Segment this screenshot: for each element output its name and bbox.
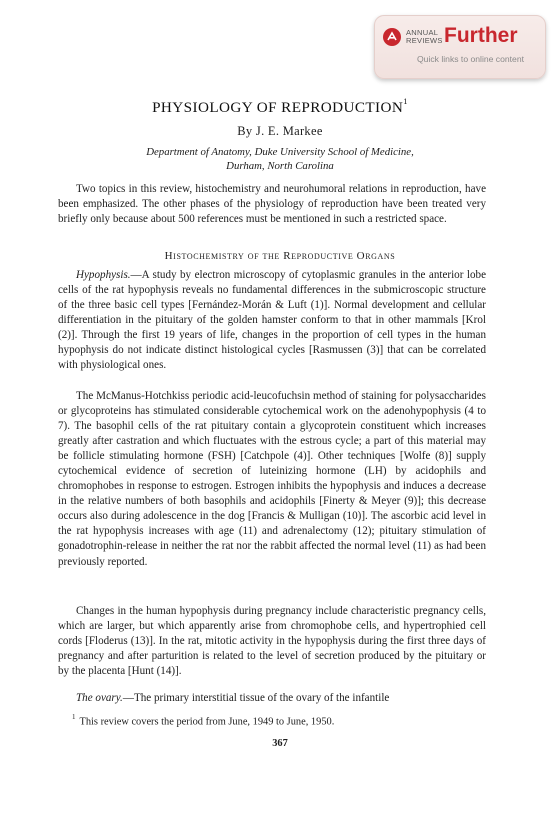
affiliation-line-1: Department of Anatomy, Duke University School of Medicine,: [146, 146, 414, 158]
hypophysis-run-in: Hypophysis.: [76, 269, 131, 281]
reviews-word: REVIEWS: [406, 36, 443, 45]
footnote: [72, 714, 334, 727]
footnote-marker: 1: [72, 713, 76, 721]
hypophysis-paragraph: [58, 268, 486, 373]
page-number: 367: [272, 738, 288, 749]
article-title: [0, 98, 560, 117]
section-heading: [0, 250, 560, 262]
annual-reviews-further-badge[interactable]: [374, 15, 546, 79]
section-heading-text: Histochemistry of the Reproductive Organs: [164, 250, 396, 262]
annual-reviews-wordmark: [406, 29, 443, 45]
annual-word: ANNUAL: [406, 28, 439, 37]
ovary-run-in: The ovary.: [76, 692, 123, 704]
intro-paragraph: Two topics in this review, histochemistry and neurohumoral relations in reproduction, have been emphasized. The other phases of the physiology of reproduction have been treated very briefly only because about 500 references must be mentioned in such a restricted space.: [58, 183, 486, 226]
ovary-paragraph: [58, 691, 486, 706]
author-line: By J. E. Markee: [237, 124, 323, 138]
ovary-text: —The primary interstitial tissue of the ovary of the infantile: [122, 692, 390, 704]
hypophysis-text: —A study by electron microscopy of cytoplasmic granules in the anterior lobe cells of the rat hypophysis reveals no fundamental differences in the submicroscopic structure of the three basic cell types [Fernández-Morán & Luft (1)]. Normal development and cellular differentiation in the pituitary of the golden hamster conform to that in other mammals [Krol (2)]. Through the first 19 years of life, changes in the proportion of cell types in the human hypophysis do not indicate distinct histological cycles [Rasmussen (3)] that can be correlated with physiological ones.: [58, 269, 486, 372]
affiliation-line-2: Durham, North Carolina: [226, 160, 334, 172]
mcmanus-paragraph: The McManus-Hotchkiss periodic acid-leucofuchsin method of staining for polysaccharides or glycoproteins has stimulated considerable cytochemical work on the adenohypophysis (4 to 7). The basophil cells of the rat pituitary contain a glycoprotein constituent which increases greatly after castration and which fluctuates with the estrous cycle; a part of this material may be follicle stimulating hormone (FSH) [Catchpole (4)]. Other techniques [Wolfe (8)] supply cytochemical evidence of secretion of luteinizing hormone (LH) by acidophils and chromophobes in response to estrogen. Estrogen inhibits the hypophysis and induces a decrease in the relative numbers of both basophils and acidophils [Finerty & Meyer (9)]; this decrease occurs also during adolescence in the dog [Francis & Mulligan (10)]. The ascorbic acid level in the rat hypophysis increases with age (11) and adrenalectomy (12); pituitary stimulation of gonadotrophin-release in neither the rat nor the rabbit affected the normal level (11) as had been previously reported.: [58, 390, 486, 568]
annual-reviews-logo-icon: [383, 28, 401, 46]
quick-links-tagline[interactable]: Quick links to online content: [417, 54, 525, 64]
pregnancy-paragraph: Changes in the human hypophysis during pregnancy include characteristic pregnancy cells, which are larger, but which apparently arise from chromophobe cells, and hypertrophied cell cords [Floderus (13)]. In the rat, mitotic activity in the hypophysis during the first three days of pregnancy and after parturition is related to the level of secretion produced by the pituitary or by the placenta [Hunt (14)].: [58, 605, 486, 678]
further-brand: Further: [444, 24, 518, 47]
title-footnote-marker[interactable]: 1: [403, 96, 408, 106]
title-text: PHYSIOLOGY OF REPRODUCTION: [152, 99, 404, 117]
footnote-text: This review covers the period from June, 1949 to June, 1950.: [79, 716, 335, 728]
